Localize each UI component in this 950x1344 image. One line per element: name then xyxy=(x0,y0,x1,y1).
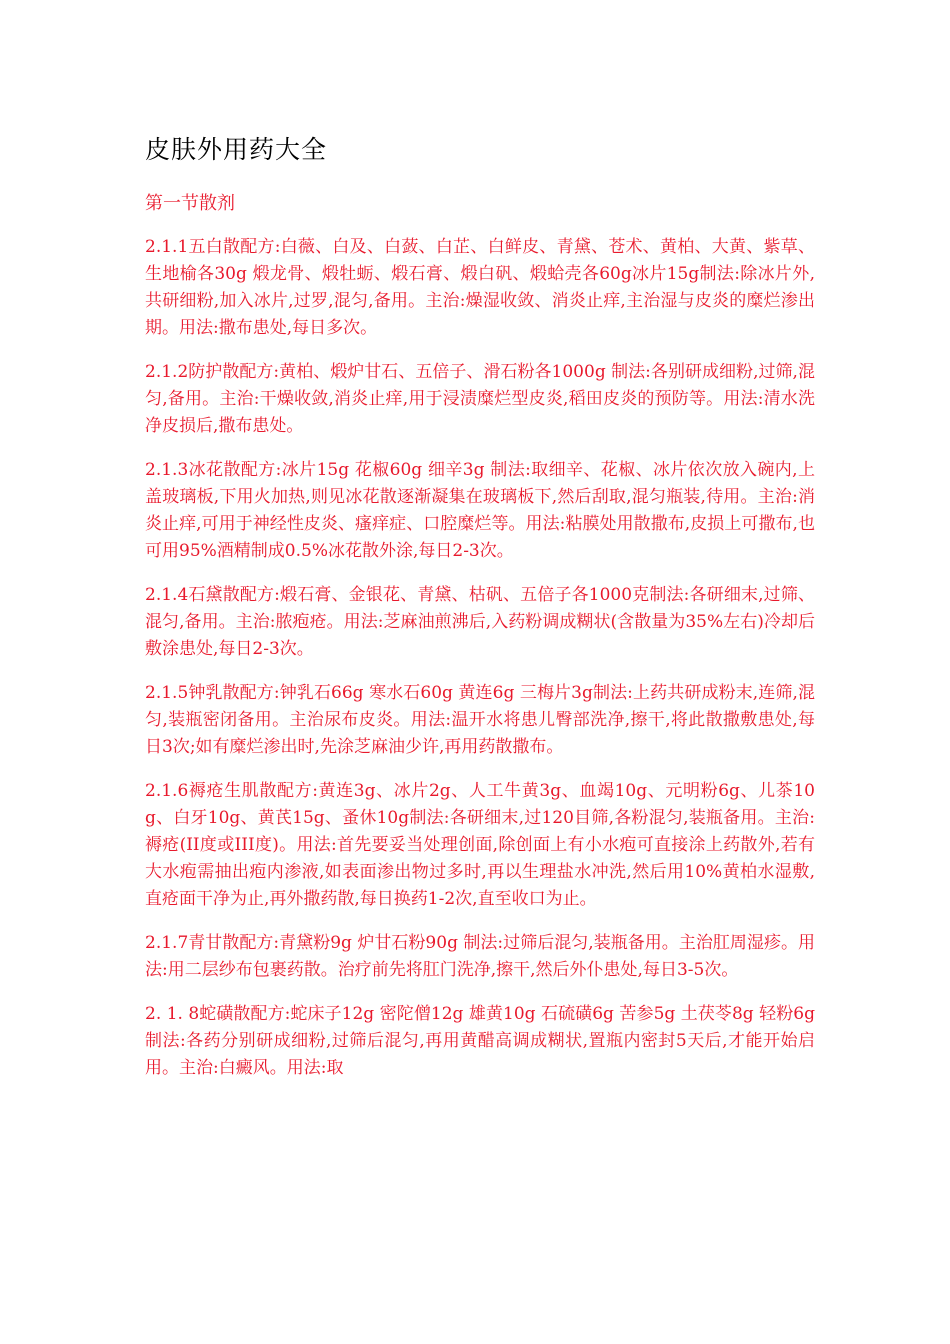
entry-2-1-7: 2.1.7青甘散配方:青黛粉9g 炉甘石粉90g 制法:过筛后混匀,装瓶备用。主治肛周湿疹。用法:用二层纱布包裹药散。治疗前先将肛门洗净,擦干,然后外仆患处,每日3-5次。 xyxy=(145,933,815,980)
entry-2-1-1: 2.1.1五白散配方:白薇、白及、白蔹、白芷、白鲜皮、青黛、苍术、黄柏、大黄、紫草、生地榆各30g 煅龙骨、煅牡蛎、煅石膏、煅白矾、煅蛤壳各60g冰片15g制法:除冰片外,共研细粉,加入冰片,过罗,混匀,备用。主治:燥湿收敛、消炎止痒,主治湿与皮炎的糜烂渗出期。用法:撒布患处,每日多次。 xyxy=(145,237,815,338)
entry-2-1-2: 2.1.2防护散配方:黄柏、煅炉甘石、五倍子、滑石粉各1000g 制法:各别研成细粉,过筛,混匀,备用。主治:干燥收敛,消炎止痒,用于浸渍糜烂型皮炎,稻田皮炎的预防等。用法:清水洗净皮损后,撒布患处。 xyxy=(145,362,815,436)
section-title: 第一节散剂 xyxy=(145,193,235,214)
entry-2-1-6: 2.1.6褥疮生肌散配方:黄连3g、冰片2g、人工牛黄3g、血竭10g、元明粉6g、儿茶10g、白牙10g、黄芪15g、蚤休10g制法:各研细末,过120目筛,各粉混匀,装瓶备用。主治:褥疮(II度或III度)。用法:首先要妥当处理创面,除创面上有小水疱可直接涂上药散外,若有大水疱需抽出疱内渗液,如表面渗出物过多时,再以生理盐水冲洗,然后用10%黄柏水湿敷,直疮面干净为止,再外撒药散,每日换药1-2次,直至收口为止。 xyxy=(145,781,815,909)
entry-2-1-4: 2.1.4石黛散配方:煅石膏、金银花、青黛、枯矾、五倍子各1000克制法:各研细末,过筛、混匀,备用。主治:脓疱疮。用法:芝麻油煎沸后,入药粉调成糊状(含散量为35%左右)冷却后敷涂患处,每日2-3次。 xyxy=(145,585,815,659)
entry-2-1-5: 2.1.5钟乳散配方:钟乳石66g 寒水石60g 黄连6g 三梅片3g制法:上药共研成粉末,连筛,混匀,装瓶密闭备用。主治尿布皮炎。用法:温开水将患儿臀部洗净,擦干,将此散撒敷患处,每日3次;如有糜烂渗出时,先涂芝麻油少许,再用药散撒布。 xyxy=(145,683,815,757)
document-title: 皮肤外用药大全 xyxy=(145,135,328,164)
document-content xyxy=(145,130,815,1099)
entry-2-1-3: 2.1.3冰花散配方:冰片15g 花椒60g 细辛3g 制法:取细辛、花椒、冰片依次放入碗内,上盖玻璃板,下用火加热,则见冰花散逐渐凝集在玻璃板下,然后刮取,混匀瓶装,待用。主治:消炎止痒,可用于神经性皮炎、瘙痒症、口腔糜烂等。用法:粘膜处用散撒布,皮损上可撒布,也可用95%酒精制成0.5%冰花散外涂,每日2-3次。 xyxy=(145,460,815,561)
entry-2-1-8: 2. 1. 8蛇磺散配方:蛇床子12g 密陀僧12g 雄黄10g 石硫磺6g 苦参5g 土茯苓8g 轻粉6g 制法:各药分别研成细粉,过筛后混匀,再用黄醋高调成糊状,置瓶内密封5天后,才能开始启用。主治:白癜风。用法:取 xyxy=(145,1004,815,1078)
